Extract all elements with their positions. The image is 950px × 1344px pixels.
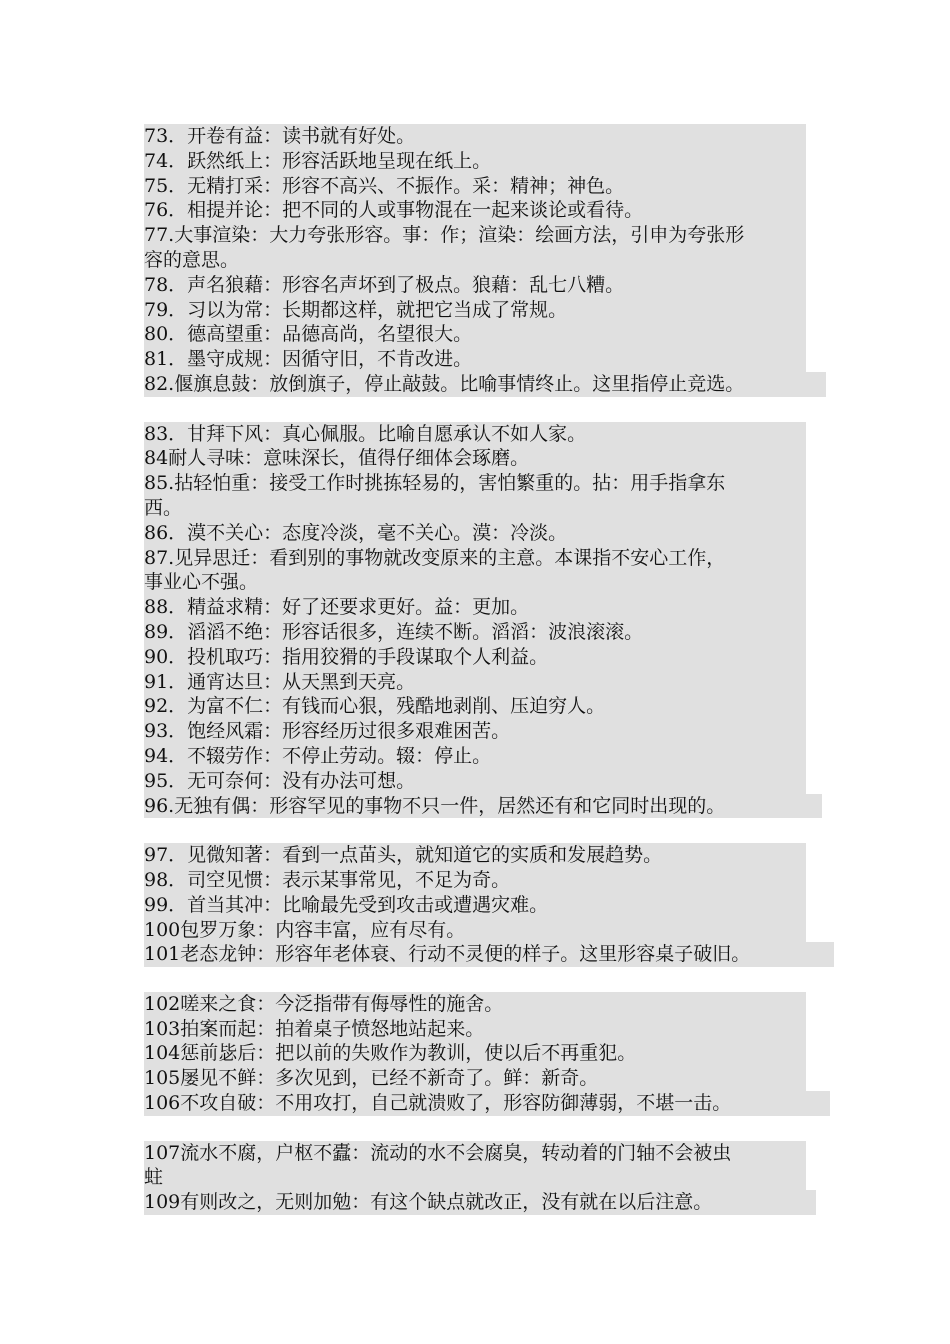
list-item: 90．投机取巧：指用狡猾的手段谋取个人利益。	[144, 645, 806, 670]
list-item: 99．首当其冲：比喻最先受到攻击或遭遇灾难。	[144, 893, 806, 918]
list-item: 95．无可奈何：没有办法可想。	[144, 769, 806, 794]
paragraph-gap	[144, 818, 834, 843]
list-item: 83．甘拜下风：真心佩服。比喻自愿承认不如人家。	[144, 422, 806, 447]
list-item: 85.拈轻怕重：接受工作时挑拣轻易的，害怕繁重的。拈：用手指拿东	[144, 471, 806, 496]
list-item: 101老态龙钟：形容年老体衰、行动不灵便的样子。这里形容桌子破旧。	[144, 942, 834, 967]
list-item: 73．开卷有益：读书就有好处。	[144, 124, 806, 149]
list-item: 109有则改之，无则加勉：有这个缺点就改正，没有就在以后注意。	[144, 1190, 816, 1215]
list-item: 97．见微知著：看到一点苗头，就知道它的实质和发展趋势。	[144, 843, 806, 868]
list-item: 94．不辍劳作：不停止劳动。辍：停止。	[144, 744, 806, 769]
paragraph-gap	[144, 967, 834, 992]
list-item: 103拍案而起：拍着桌子愤怒地站起来。	[144, 1017, 806, 1042]
list-item: 77.大事渲染：大力夸张形容。事：作；渲染：绘画方法，引申为夸张形	[144, 223, 806, 248]
list-item: 蛀	[144, 1165, 806, 1190]
list-item: 78．声名狼藉：形容名声坏到了极点。狼藉：乱七八糟。	[144, 273, 806, 298]
idiom-list	[144, 124, 834, 1215]
list-item: 93．饱经风霜：形容经历过很多艰难困苦。	[144, 719, 806, 744]
list-item: 89．滔滔不绝：形容话很多，连续不断。滔滔：波浪滚滚。	[144, 620, 806, 645]
list-item: 76．相提并论：把不同的人或事物混在一起来谈论或看待。	[144, 198, 806, 223]
list-item: 74．跃然纸上：形容活跃地呈现在纸上。	[144, 149, 806, 174]
list-item: 西。	[144, 496, 806, 521]
list-item: 87.见异思迁：看到别的事物就改变原来的主意。本课指不安心工作，	[144, 546, 806, 571]
list-item: 84耐人寻味：意味深长，值得仔细体会琢磨。	[144, 446, 806, 471]
list-item: 82.偃旗息鼓：放倒旗子，停止敲鼓。比喻事情终止。这里指停止竞选。	[144, 372, 826, 397]
list-item: 105屡见不鲜：多次见到，已经不新奇了。鲜：新奇。	[144, 1066, 806, 1091]
list-item: 102嗟来之食：今泛指带有侮辱性的施舍。	[144, 992, 806, 1017]
list-item: 107流水不腐，户枢不蠹：流动的水不会腐臭，转动着的门轴不会被虫	[144, 1141, 806, 1166]
list-item: 75．无精打采：形容不高兴、不振作。采：精神；神色。	[144, 174, 806, 199]
list-item: 81．墨守成规：因循守旧，不肯改进。	[144, 347, 806, 372]
list-item: 86．漠不关心：态度冷淡，毫不关心。漠：冷淡。	[144, 521, 806, 546]
list-item: 80．德高望重：品德高尚，名望很大。	[144, 322, 806, 347]
list-item: 事业心不强。	[144, 570, 806, 595]
list-item: 88．精益求精：好了还要求更好。益：更加。	[144, 595, 806, 620]
list-item: 106不攻自破：不用攻打，自己就溃败了，形容防御薄弱，不堪一击。	[144, 1091, 830, 1116]
list-item: 98．司空见惯：表示某事常见，不足为奇。	[144, 868, 806, 893]
paragraph-gap	[144, 1116, 834, 1141]
list-item: 79．习以为常：长期都这样，就把它当成了常规。	[144, 298, 806, 323]
list-item: 104惩前毖后：把以前的失败作为教训，使以后不再重犯。	[144, 1041, 806, 1066]
list-item: 91．通宵达旦：从天黑到天亮。	[144, 670, 806, 695]
list-item: 92．为富不仁：有钱而心狠，残酷地剥削、压迫穷人。	[144, 694, 806, 719]
list-item: 容的意思。	[144, 248, 806, 273]
paragraph-gap	[144, 397, 834, 422]
list-item: 96.无独有偶：形容罕见的事物不只一件，居然还有和它同时出现的。	[144, 794, 822, 819]
list-item: 100包罗万象：内容丰富，应有尽有。	[144, 918, 806, 943]
